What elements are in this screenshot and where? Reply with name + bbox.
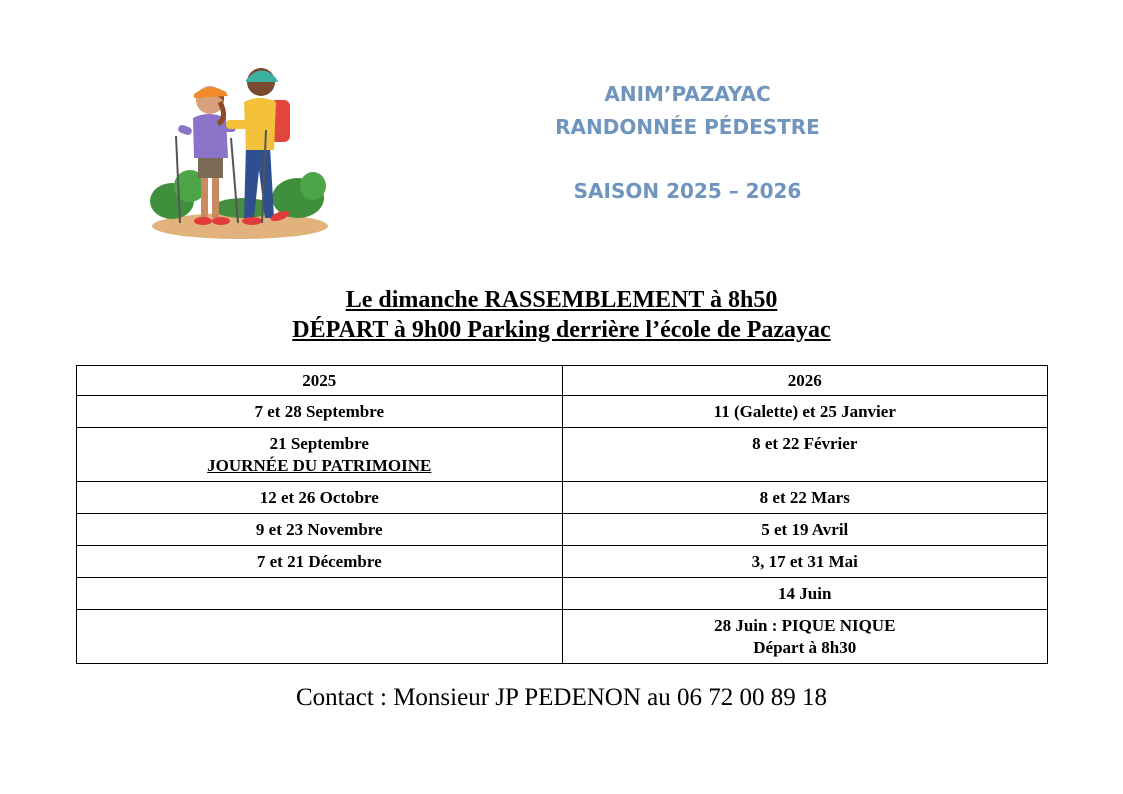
column-header-2026: 2026 xyxy=(562,366,1048,396)
date-line: 28 Juin : PIQUE NIQUE xyxy=(714,616,896,635)
meeting-info xyxy=(0,285,1123,345)
date-line: 9 et 23 Novembre xyxy=(255,520,383,539)
date-line: 7 et 21 Décembre xyxy=(256,552,382,571)
dates-2025-cell xyxy=(77,428,563,482)
dates-2026-cell xyxy=(562,578,1048,610)
table-row xyxy=(77,610,1048,664)
column-header-2025: 2025 xyxy=(77,366,563,396)
contact-line: Contact : Monsieur JP PEDENON au 06 72 00 89 18 xyxy=(296,684,827,711)
table-row xyxy=(77,396,1048,428)
table-row xyxy=(77,482,1048,514)
date-line: 12 et 26 Octobre xyxy=(259,488,379,507)
dates-2026-cell xyxy=(562,396,1048,428)
activity-name: RANDONNÉE PÉDESTRE xyxy=(555,115,820,139)
table-row xyxy=(77,546,1048,578)
organization-name: ANIM’PAZAYAC xyxy=(604,82,771,106)
departure-info: DÉPART à 9h00 Parking derrière l’école de Pazayac xyxy=(292,317,831,343)
dates-2026-cell xyxy=(562,428,1048,482)
dates-2026-cell xyxy=(562,514,1048,546)
dates-2026-cell xyxy=(562,546,1048,578)
schedule-table xyxy=(76,365,1048,664)
date-line: 7 et 28 Septembre xyxy=(254,402,385,421)
date-line: 8 et 22 Février xyxy=(752,434,858,453)
date-line: 11 (Galette) et 25 Janvier xyxy=(713,402,896,421)
date-line: Départ à 8h30 xyxy=(753,638,857,657)
dates-2026-cell xyxy=(562,482,1048,514)
date-line: 5 et 19 Avril xyxy=(761,520,849,539)
meeting-time: Le dimanche RASSEMBLEMENT à 8h50 xyxy=(345,287,778,313)
date-line: 14 Juin xyxy=(778,584,832,603)
document-header xyxy=(520,78,855,208)
dates-2025-cell xyxy=(77,578,563,610)
date-line: JOURNÉE DU PATRIMOINE xyxy=(207,456,432,475)
date-line: 8 et 22 Mars xyxy=(759,488,850,507)
date-line: 3, 17 et 31 Mai xyxy=(751,552,858,571)
table-row xyxy=(77,428,1048,482)
dates-2026-cell xyxy=(562,610,1048,664)
date-line: 21 Septembre xyxy=(269,434,369,453)
season-title: SAISON 2025 – 2026 xyxy=(573,179,802,203)
dates-2025-cell xyxy=(77,546,563,578)
hikers-illustration xyxy=(148,58,333,243)
table-row xyxy=(77,514,1048,546)
dates-2025-cell xyxy=(77,610,563,664)
dates-2025-cell xyxy=(77,514,563,546)
dates-2025-cell xyxy=(77,482,563,514)
table-header-row xyxy=(77,366,1048,396)
dates-2025-cell xyxy=(77,396,563,428)
table-row xyxy=(77,578,1048,610)
